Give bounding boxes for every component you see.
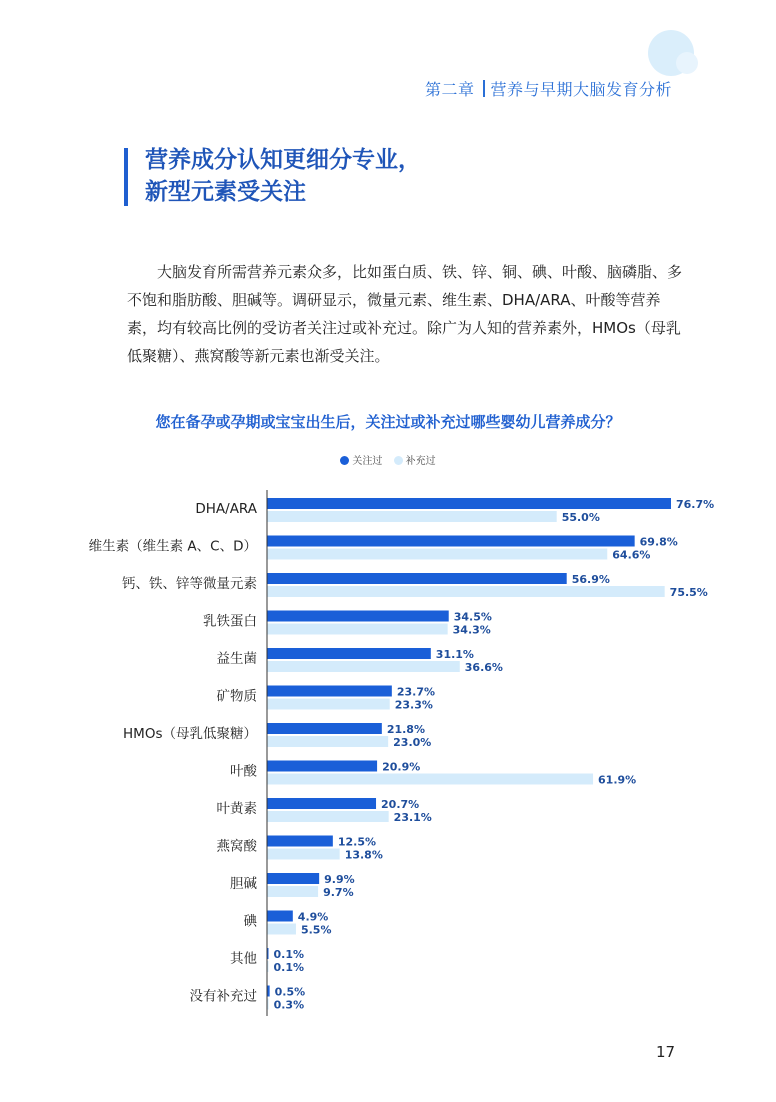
value-label-supplemented: 23.3% (394, 698, 433, 712)
bar-supplemented (267, 624, 448, 635)
bar-supplemented (267, 699, 390, 710)
bar-concerned (267, 798, 376, 809)
value-label-supplemented: 0.3% (273, 998, 305, 1012)
bar-concerned (267, 498, 671, 509)
category-label: 其他 (230, 951, 257, 967)
category-label: 燕窝酸 (216, 838, 257, 855)
bar-supplemented (267, 924, 296, 935)
bar-supplemented (267, 774, 593, 785)
value-label-concerned: 12.5% (337, 835, 377, 849)
bar-supplemented (267, 849, 340, 860)
value-label-concerned: 9.9% (324, 873, 355, 886)
bar-supplemented (267, 511, 557, 522)
category-label: HMOs（母乳低聚糖） (123, 726, 257, 742)
category-label: 叶黄素 (216, 801, 257, 817)
value-label-concerned: 4.9% (297, 910, 329, 924)
category-label: 叶酸 (230, 763, 257, 780)
bar-supplemented (267, 661, 460, 672)
legend-label-supplemented: 补充过 (405, 456, 436, 467)
bar-concerned (267, 686, 392, 697)
bar-supplemented (267, 736, 388, 747)
category-label: 乳铁蛋白 (203, 613, 257, 630)
value-label-supplemented: 23.0% (393, 736, 432, 749)
category-label: 碘 (243, 913, 257, 930)
value-label-supplemented: 23.1% (393, 811, 432, 824)
value-label-supplemented: 9.7% (323, 886, 354, 899)
value-label-concerned: 0.1% (273, 948, 305, 961)
category-label: DHA/ARA (195, 501, 257, 517)
value-label-concerned: 21.8% (386, 723, 425, 736)
value-label-supplemented: 64.6% (612, 548, 651, 562)
bar-concerned (267, 723, 382, 734)
bar-supplemented (267, 586, 665, 597)
chapter-title: 营养与早期大脑发育分析 (490, 80, 673, 99)
category-label: 维生素（维生素 A、C、D） (88, 538, 257, 555)
chapter-label: 第二章 (425, 80, 475, 99)
bar-concerned (267, 873, 319, 884)
chart-title: 您在备孕或孕期或宝宝出生后，关注过或补充过哪些婴幼儿营养成分？ (155, 413, 621, 431)
section-title-line2: 新型元素受关注 (145, 179, 306, 205)
value-label-supplemented: 5.5% (300, 923, 332, 937)
legend-label-concerned: 关注过 (352, 456, 383, 467)
value-label-supplemented: 75.5% (669, 586, 708, 599)
page-number: 17 (656, 1043, 676, 1061)
value-label-supplemented: 13.8% (344, 848, 383, 862)
value-label-supplemented: 55.0% (561, 511, 600, 524)
value-label-supplemented: 36.6% (464, 661, 503, 674)
value-label-concerned: 76.7% (676, 498, 715, 511)
body-paragraph: 大脑发育所需营养元素众多，比如蛋白质、铁、锌、铜、碘、叶酸、脑磷脂、多不饱和脂肪酸、胆碱等。调研显示，微量元素、维生素、DHA/ARA、叶酸等营养素，均有较高比例的受访者关注过或补充过。除广为人知的营养素外，HMOs（母乳低聚糖）、燕窝酸等新元素也渐受关注。 (127, 263, 683, 365)
category-label: 矿物质 (216, 688, 257, 705)
bar-concerned (267, 536, 635, 547)
value-label-concerned: 23.7% (396, 685, 436, 699)
bar-supplemented (267, 549, 607, 560)
bar-concerned (267, 573, 567, 584)
value-label-concerned: 0.5% (274, 985, 306, 999)
value-label-supplemented: 61.9% (598, 773, 637, 787)
bar-concerned (267, 836, 333, 847)
value-label-concerned: 69.8% (639, 535, 678, 549)
value-label-supplemented: 0.1% (273, 961, 305, 974)
category-label: 钙、铁、锌等微量元素 (122, 576, 257, 592)
bar-supplemented (267, 886, 318, 897)
value-label-supplemented: 34.3% (452, 623, 491, 637)
category-label: 益生菌 (216, 651, 257, 667)
category-label: 没有补充过 (189, 988, 257, 1005)
value-label-concerned: 56.9% (571, 573, 610, 586)
bar-concerned (267, 911, 293, 922)
bar-supplemented (267, 811, 389, 822)
bar-concerned (267, 761, 377, 772)
bar-concerned (267, 648, 431, 659)
bar-concerned (267, 611, 449, 622)
value-label-concerned: 34.5% (453, 610, 492, 624)
section-title-line1: 营养成分认知更细分专业， (145, 147, 421, 173)
value-label-concerned: 20.7% (381, 798, 420, 811)
category-label: 胆碱 (230, 876, 257, 892)
value-label-concerned: 31.1% (435, 648, 474, 661)
value-label-concerned: 20.9% (382, 760, 421, 774)
